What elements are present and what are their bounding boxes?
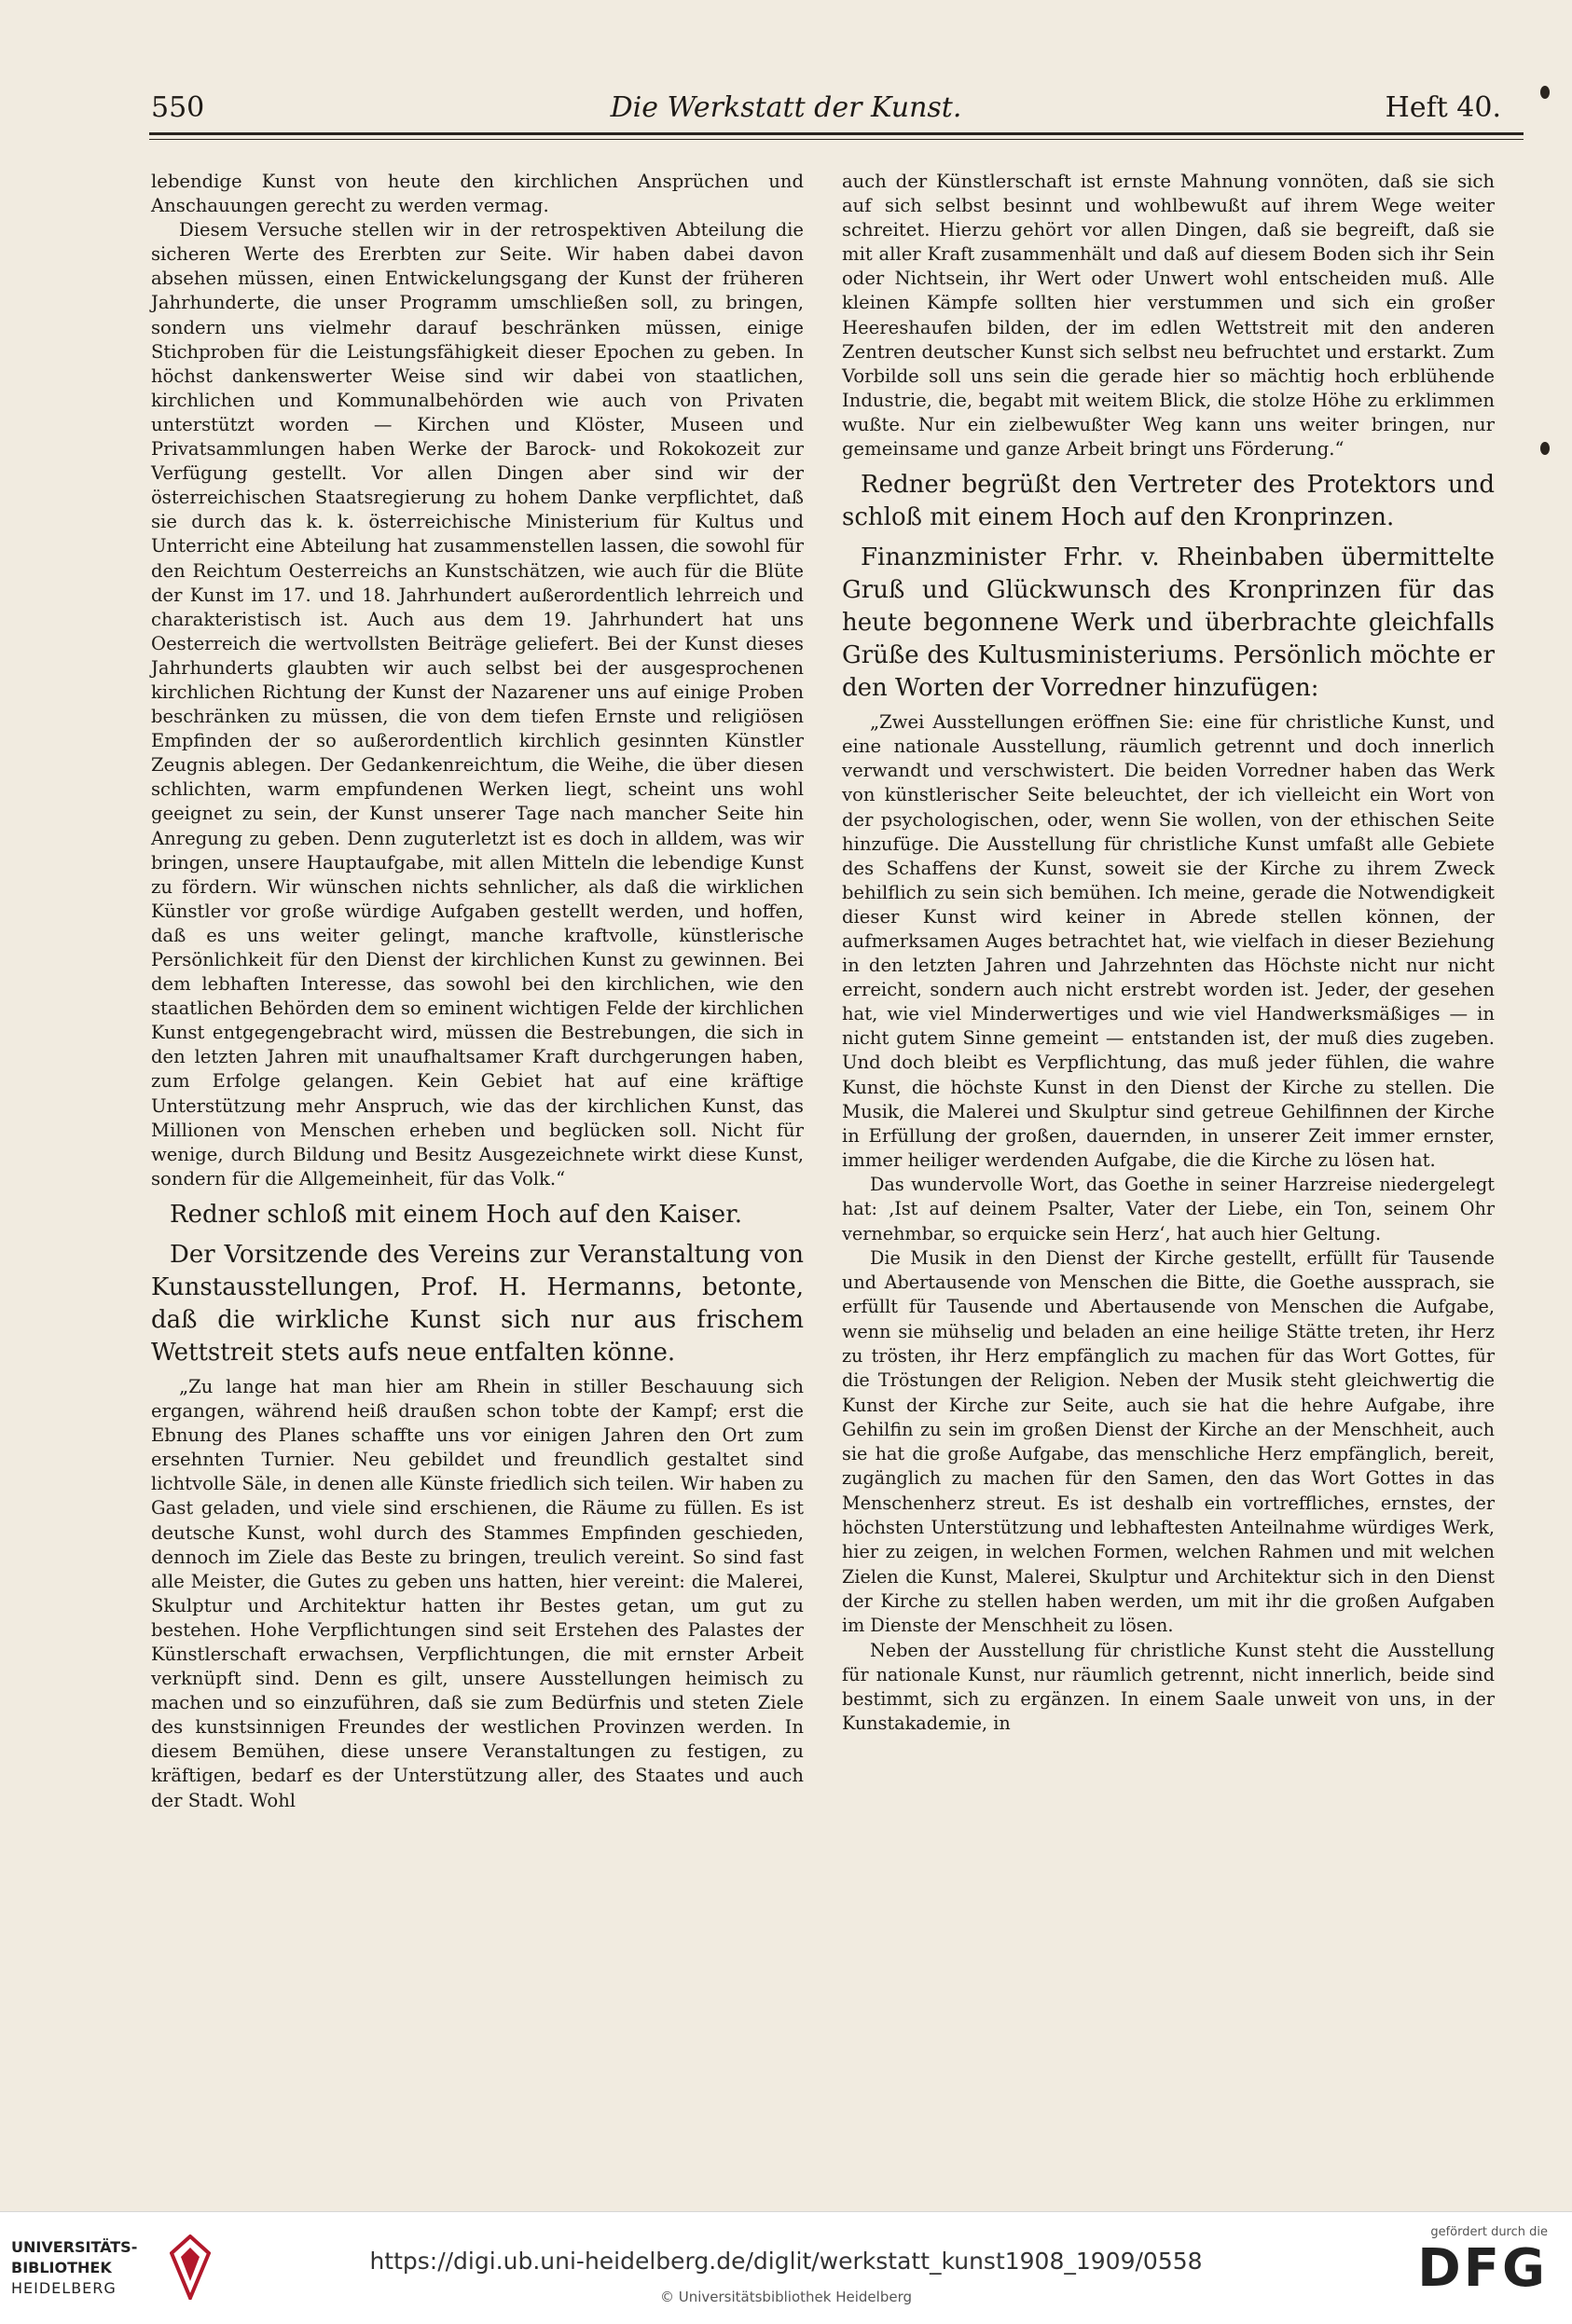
paragraph: „Zu lange hat man hier am Rhein in stiller Beschauung sich ergangen, während heiß draußen schon tobte der Kampf; erst die Ebnung des Planes schaffte uns vor einigen Jahren den Ort zum ersehnten Turnier. Neu gebildet und freundlich gestaltet sind lichtvolle Säle, in denen alle Künste friedlich sich teilen. Wir haben zu Gast geladen, und viele sind erschienen, die Räume zu füllen. Es ist deutsche Kunst, wohl durch des Stammes Empfinden geschieden, dennoch im Ziele das Beste zu bringen, treulich vereint. So sind fast alle Meister, die Gutes zu geben uns hatten, hier vereint: die Malerei, Skulptur und Architektur hatten ihr Bestes getan, um gut zu bestehen. Hohe Verpflichtungen sind seit Erstehen des Palastes der Künstlerschaft erwachsen, Verpflichtungen, die mit ernster Arbeit verknüpft sind. Denn es gilt, unsere Ausstellungen heimisch zu machen und so einzuführen, daß sie zum Bedürfnis und steten Ziele des kunstsinnigen Freundes der westlichen Provinzen werden. In diesem Bemühen, diese unsere Veranstaltungen zu festigen, zu kräftigen, bedarf es der Unterstützung aller, des Staates und auch der Stadt. Wohl [151, 1375, 804, 1811]
paragraph: auch der Künstlerschaft ist ernste Mahnung vonnöten, daß sie sich auf sich selbst besinnt und wohlbewußt auf ihrem Wege weiter schreitet. Hierzu gehört vor allen Dingen, daß sie begreift, daß sie mit aller Kraft zusammenhält und daß auf diesem Boden sich ihr Sein oder Nichtsein, ihr Wert oder Unwert wohl entscheiden muß. Alle kleinen Kämpfe sollten hier verstummen und sich ein großer Heereshaufen bilden, der im edlen Wettstreit mit den anderen Zentren deutscher Kunst sich selbst neu befruchtet und erstarkt. Zum Vorbilde soll uns sein die gerade hier so mächtig hoch erblühende Industrie, die, begabt mit weitem Blick, die stolze Höhe zu erklimmen wußte. Nur ein zielbewußter Weg kann uns weiter bringen, nur gemeinsame und ganze Arbeit bringt uns Förderung.“ [842, 171, 1495, 461]
header-rule-thin [149, 139, 1524, 140]
paragraph: lebendige Kunst von heute den kirchlichen Ansprüchen und Anschauungen gerecht zu werden vermag. [151, 171, 804, 217]
permalink-url[interactable]: https://digi.ub.uni-heidelberg.de/diglit/werkstatt_kunst1908_1909/0558 [369, 2248, 1203, 2275]
paragraph: Diesem Versuche stellen wir in der retrospektiven Abteilung die sicheren Werte des Ererbten zur Seite. Wir haben dabei davon absehen müssen, einen Entwickelungsgang der Kunst der früheren Jahrhunderte, die unser Programm umschließen soll, zu bringen, sondern uns vielmehr darauf beschränken müssen, einige Stichproben für die Leistungsfähigkeit dieser Epochen zu geben. In höchst dankenswerter Weise sind wir dabei von staatlichen, kirchlichen und Kommunalbehörden wie auch von Privaten unterstützt worden — Kirchen und Klöster, Museen und Privatsammlungen haben Werke der Barock- und Rokokozeit zur Verfügung gestellt. Vor allen Dingen aber sind wir der österreichischen Staatsregierung zu hohem Danke verpflichtet, daß sie durch das k. k. österreichische Ministerium für Kultus und Unterricht eine Abteilung hat zusammenstellen lassen, die sowohl für den Reichtum Oesterreichs an Kunstschätzen, wie auch für die Blüte der Kunst im 17. und 18. Jahrhundert außerordentlich lehrreich und charakteristisch ist. Auch aus dem 19. Jahrhundert hat uns Oesterreich die wertvollsten Beiträge geliefert. Bei der Kunst dieses Jahrhunderts glaubten wir auch selbst bei der ausgesprochenen kirchlichen Richtung der Kunst der Nazarener uns auf einige Proben beschränken zu müssen, die von dem tiefen Ernste und religiösen Empfinden der so außerordentlich kirchlich gesinnten Künstler Zeugnis ablegen. Der Gedankenreichtum, die Weihe, die über diesen schlichten, warm empfundenen Werken liegt, scheint uns wohl geeignet zu sein, der Kunst unserer Tage nach mancher Seite hin Anregung zu geben. Denn zuguterletzt ist es doch in alldem, was wir bringen, unsere Hauptaufgabe, mit allen Mitteln die lebendige Kunst zu fördern. Wir wünschen nichts sehnlicher, als daß die wirklichen Künstler vor große würdige Aufgaben gestellt werden, und hoffen, daß es uns weiter gelingt, manche kraftvolle, künstlerische Persönlichkeit für den Dienst der kirchlichen Kunst zu gewinnen. Bei dem lebhaften Interesse, das sowohl bei den kirchlichen, wie den staatlichen Behörden dem so eminent wichtigen Felde der kirchlichen Kunst entgegengebracht wird, müssen die Bestrebungen, die sich in den letzten Jahren mit unaufhaltsamer Kraft durchgerungen haben, zum Erfolge gelangen. Kein Gebiet hat auf eine kräftige Unterstützung mehr Anspruch, wie das der kirchlichen Kunst, das Millionen von Menschen erheben und beglücken soll. Nicht für wenige, durch Bildung und Besitz Ausgezeichnete wirkt diese Kunst, sondern für die Allgemeinheit, für das Volk.“ [151, 219, 804, 1190]
left-text-column [151, 170, 804, 1813]
paragraph: Das wundervolle Wort, das Goethe in seiner Harzreise niedergelegt hat: ‚Ist auf deinem Psalter, Vater der Liebe, ein Ton, seinem Ohr vernehmbar, so erquicke sein Herz‘, hat auch hier Geltung. [842, 1173, 1495, 1245]
right-text-column [842, 170, 1495, 1737]
page-number: 550 [151, 91, 205, 124]
funder-block [1389, 2225, 1548, 2315]
dfg-logo[interactable]: DFG [1417, 2238, 1548, 2299]
paragraph: „Zwei Ausstellungen eröffnen Sie: eine für christliche Kunst, und eine nationale Ausstellung, räumlich getrennt und doch innerlich verwandt und verschwistert. Die beiden Vorredner haben das Werk von künstlerischer Seite beleuchtet, der ich vielleicht ein Wort von der psychologischen, oder, wenn Sie wollen, von der ethischen Seite hinzufüge. Die Ausstellung für christliche Kunst umfaßt alle Gebiete des Schaffens der Kunst, soweit sie der Kirche zu ihrem Zweck behilflich zu sein sich bemühen. Ich meine, gerade die Notwendigkeit dieser Kunst wird keiner in Abrede stellen können, der aufmerksamen Auges betrachtet hat, wie vielfach in dieser Beziehung in den letzten Jahren und Jahrzehnten das Höchste nicht nur nicht erreicht, sondern auch nicht erstrebt worden ist. Jeder, der gesehen hat, wie viel Minderwertiges und wie viel Handwerksmäßiges — in nicht gutem Sinne gemeint — entstanden ist, der muß dies zugeben. Und doch bleibt es Verpflichtung, das muß jeder fühlen, die wahre Kunst, die höchste Kunst in den Dienst der Kirche zu stellen. Die Musik, die Malerei und Skulptur sind getreue Gehilfinnen der Kirche in Erfüllung der großen, dauernden, in unserer Zeit immer ernster, immer heiliger werdenden Aufgabe, die die Kirche zu lösen hat. [842, 711, 1495, 1171]
funding-note: gefördert durch die [1430, 2225, 1548, 2239]
header-rule [149, 132, 1524, 135]
paragraph: Redner schloß mit einem Hoch auf den Kaiser. [170, 1200, 742, 1229]
digitization-footer [0, 2211, 1572, 2324]
library-name-line1: UNIVERSITÄTS- [11, 2238, 138, 2256]
journal-title: Die Werkstatt der Kunst. [610, 91, 962, 124]
paragraph: Der Vorsitzende des Vereins zur Veranstaltung von Kunstausstellungen, Prof. H. Hermanns, betonte, daß die wirkliche Kunst sich nur aus frischem Wettstreit stets aufs neue entfalten könne. [151, 1240, 804, 1367]
library-name-line3: HEIDELBERG [11, 2279, 117, 2297]
paragraph: Redner begrüßt den Vertreter des Protektors und schloß mit einem Hoch auf den Kronprinzen. [842, 471, 1495, 532]
punch-hole-mark [1540, 86, 1550, 99]
paragraph: Neben der Ausstellung für christliche Kunst steht die Ausstellung für nationale Kunst, nur räumlich getrennt, nicht innerlich, beide sind bestimmt, sich zu ergänzen. In einem Saale unweit von uns, in der Kunstakademie, in [842, 1639, 1495, 1735]
library-name-line2: BIBLIOTHEK [11, 2259, 112, 2276]
copyright-notice: © Universitätsbibliothek Heidelberg [659, 2289, 912, 2305]
paragraph: Die Musik in den Dienst der Kirche gestellt, erfüllt für Tausende und Abertausende von Menschen die Bitte, die Goethe aussprach, sie erfüllt für Tausende und Abertausende von Menschen die Aufgabe, wenn sie mühselig und beladen an eine heilige Stätte treten, ihr Herz zu trösten, ihr Herz empfänglich zu machen für das Wort Gottes, für die Tröstungen der Religion. Neben der Musik steht gleichwertig die Kunst der Kirche zur Seite, auch sie hat die hehre Aufgabe, ihre Gehilfin zu sein im großen Dienst der Kirche an der Menschheit, auch sie hat die große Aufgabe, das menschliche Herz empfänglich, bereit, zugänglich zu machen für den Samen, den das Wort Gottes in das Menschenherz streut. Es ist deshalb ein vortreffliches, ernstes, der höchsten Unterstützung und lebhaftesten Anteilnahme würdiges Werk, hier zu zeigen, in welchen Formen, welchen Rahmen und mit welchen Zielen die Kunst, Malerei, Skulptur und Architektur sich in den Dienst der Kirche zu stellen haben werden, um mit ihr die großen Aufgaben im Dienste der Menschheit zu lösen. [842, 1246, 1495, 1637]
paragraph: Finanzminister Frhr. v. Rheinbaben übermittelte Gruß und Glückwunsch des Kronprinzen für das heute begonnene Werk und überbrachte gleichfalls Grüße des Kultusministeriums. Persönlich möchte er den Worten der Vorredner hinzufügen: [842, 543, 1495, 703]
punch-hole-mark [1540, 442, 1550, 455]
issue-number: Heft 40. [1385, 91, 1501, 124]
